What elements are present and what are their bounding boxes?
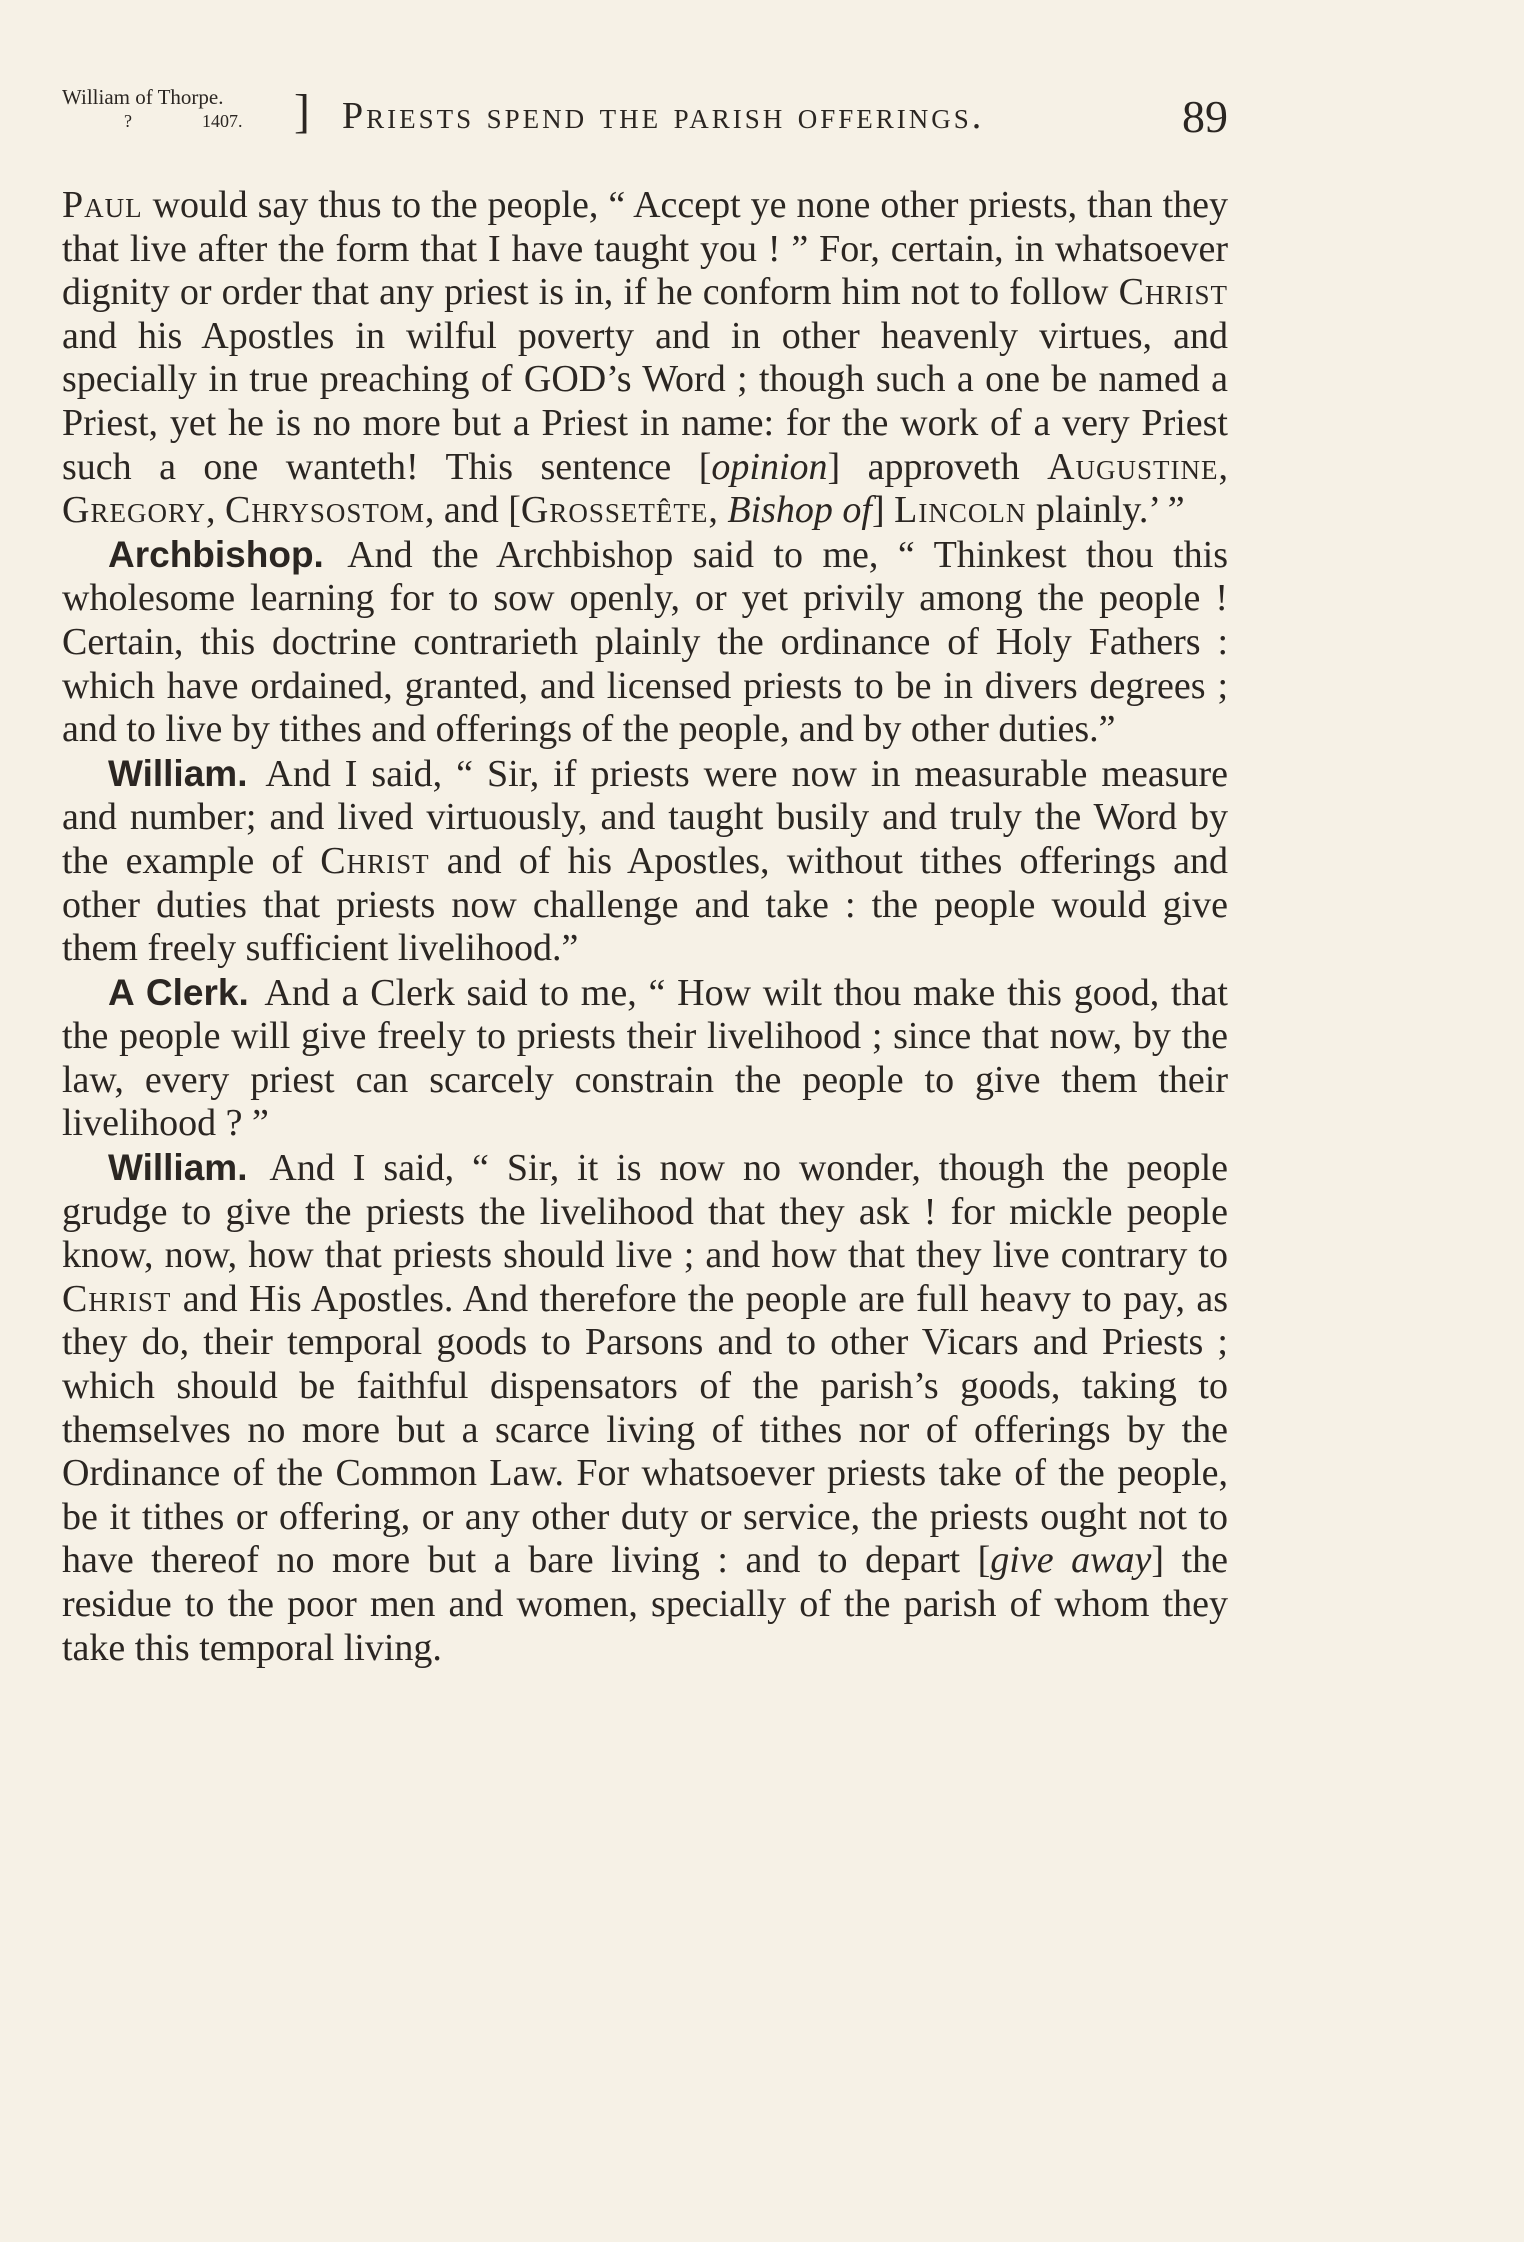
gloss-give-away: give away [990,1539,1152,1582]
text-run: And the Archbishop said to me, “ Thinkest thou this wholesome learning for to sow openly, or yet privily among the people ! Certain, this doctrine contrarieth plainly the ordinance of Holy Fathers : which have ordained, granted, and licensed priests to be in divers degrees ; and to live by tithes and offerings of the people, and by other duties.” [62,533,1228,751]
page-number: 89 [1182,91,1228,142]
gloss-bishop-of: Bishop of [727,489,872,532]
body-text [62,184,1228,1670]
text-run: , [205,489,225,532]
paragraph-william-1 [62,752,1228,971]
text-run: And a Clerk said to me, “ How wilt thou make this good, that the people will give freely to priests their livelihood ; since that now, by the law, every priest can scarcely constrain the people to give them their livelihood ? ” [62,971,1228,1145]
speaker-clerk: A Clerk. [108,971,249,1013]
paragraph-paul [62,184,1228,533]
speaker-william: William. [108,752,248,794]
name-gregory: Gregory [62,489,206,532]
speaker-archbishop: Archbishop. [108,533,324,575]
gloss-opinion: opinion [711,445,828,488]
text-run: ] the residue to the poor men and women, specially of the parish of whom they take this temporal living. [62,1539,1228,1669]
text-run: And I said, “ Sir, it is now no wonder, though the people grudge to give the priests the livelihood that they ask ! for mickle people know, now, how that priests should live ; and how that they live contrary to [62,1147,1228,1277]
text-run: ] [871,489,895,532]
text-run: , [708,489,728,532]
header-title: Priests spend the parish offerings. [342,95,985,137]
header-bracket: ] [294,85,310,138]
speaker-william: William. [108,1147,248,1189]
header-author-year: 1407. [202,111,243,131]
text-run: ] approveth [827,445,1048,488]
name-christ: Christ [320,839,430,882]
header-author-note [62,85,243,131]
running-header [62,86,1228,146]
name-grossetete: Grossetête [520,489,709,532]
paragraph-clerk [62,971,1228,1146]
text-run: And I said, “ Sir, if priests were now in measurable measure and number; and lived virtuously, and taught busily and truly the Word by the example of [62,752,1229,882]
name-augustine: Augustine [1047,445,1219,488]
name-christ: Christ [62,1277,172,1320]
text-run: and His Apostles. And therefore the people are full heavy to pay, as they do, their temporal goods to Parsons and to other Vicars and Priests ; which should be faithful dispensators of the parish’s goods, taking to themselves no more but a scarce living of tithes nor of offerings by the Ordinance of the Common Law. For whatsoever priests take of the people, be it tithes or offering, or any other duty or service, the priests ought not to have thereof no more but a bare living : and to depart [ [62,1277,1228,1582]
name-lincoln: Lincoln [894,489,1027,532]
name-christ: Christ [1118,271,1228,314]
text-run: would say thus to the people, “ Accept ye none other priests, than they that live after the form that I have taught you ! ” For, certain, in whatsoever dignity or order that any priest is in, if he conform him not to follow [62,184,1228,314]
name-chrysostom: Chrysostom [224,489,425,532]
name-paul: Paul [62,184,143,226]
header-author-question-mark: ? [124,111,132,131]
text-run: , [1218,445,1228,488]
text-run: and of his Apostles, without tithes offerings and other duties that priests now challenge and take : the people would give them freely sufficient livelihood.” [62,839,1228,970]
paragraph-william-2 [62,1146,1228,1670]
text-run: , and [ [424,489,521,532]
paragraph-archbishop [62,533,1228,752]
header-author-line1: William of Thorpe. [62,85,224,109]
text-run: plainly.’ ” [1026,489,1185,532]
text-run: and his Apostles in wilful poverty and in other heavenly virtues, and specially in true preaching of GOD’s Word ; though such a one be named a Priest, yet he is no more but a Priest in name: for the work of a very Priest such a one wanteth! This sentence [ [62,314,1228,488]
